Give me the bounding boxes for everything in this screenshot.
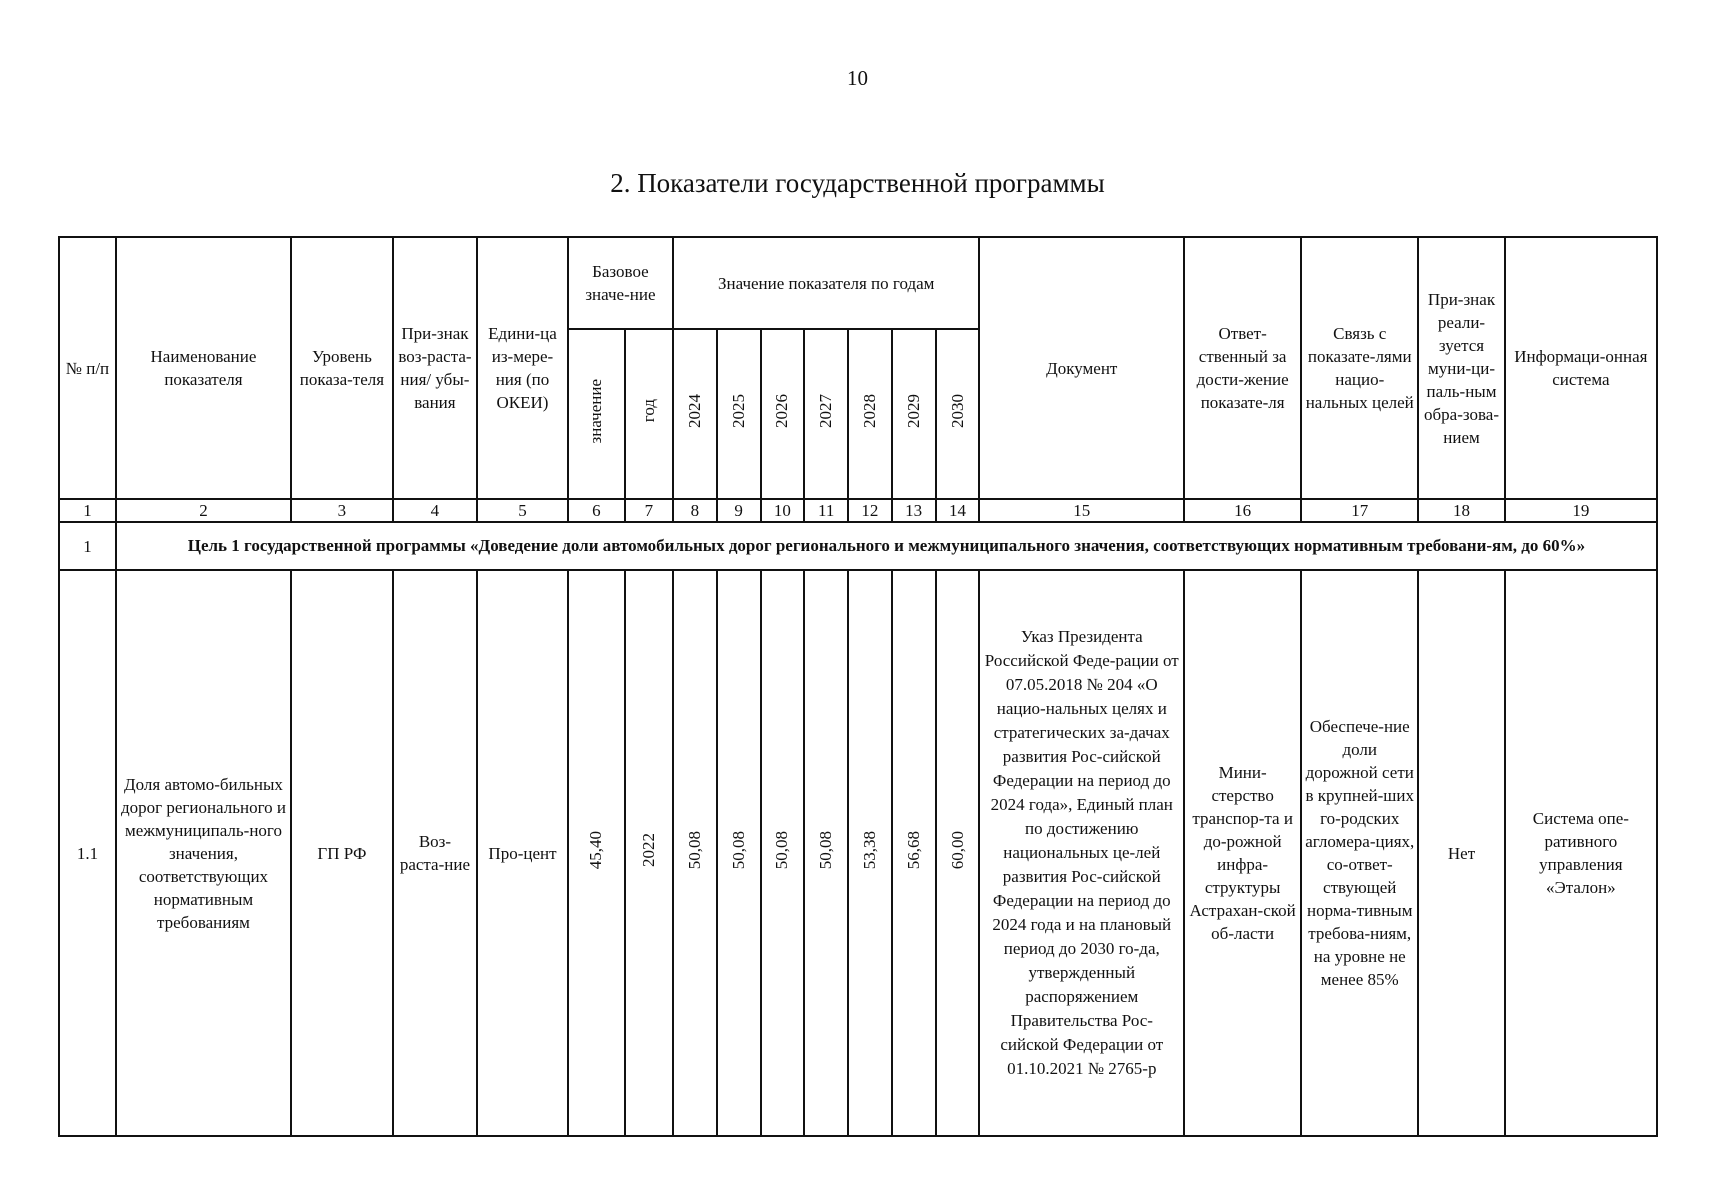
row-value: 50,08	[816, 830, 836, 870]
table-row	[59, 570, 1657, 1136]
header-year-cell	[936, 329, 980, 499]
row-link: Обеспече-ние доли дорожной сети в крупней-ших го-родских агломера-циях, со-ответ-ствующей норма-тивным требова-ниям, на уровне не менее 85%	[1301, 570, 1418, 1136]
column-numbers-row	[59, 499, 1657, 522]
header-year-cell	[673, 329, 717, 499]
header-link: Связь с показате-лями нацио-нальных целей	[1301, 237, 1418, 499]
page-title: 2. Показатели государственной программы	[610, 168, 1105, 198]
header-year-cell	[892, 329, 936, 499]
row-info-system: Система опе-ративного управления «Эталон»	[1505, 570, 1657, 1136]
header-base-value	[568, 329, 625, 499]
row-num: 1.1	[59, 570, 116, 1136]
header-year: 2028	[859, 394, 879, 428]
header-responsible: Ответ-ственный за дости-жение показате-ля	[1184, 237, 1301, 499]
row-value-cell	[804, 570, 848, 1136]
column-number: 18	[1418, 499, 1504, 522]
header-year-cell	[804, 329, 848, 499]
header-year: 2025	[728, 394, 748, 428]
row-value: 56,68	[903, 830, 923, 870]
header-document: Документ	[979, 237, 1184, 499]
header-sign: При-знак воз-раста-ния/ убы-вания	[393, 237, 477, 499]
row-sign: Воз-раста-ние	[393, 570, 477, 1136]
goal-num: 1	[59, 522, 116, 570]
column-number: 3	[291, 499, 393, 522]
row-name: Доля автомо-бильных дорог регионального и межмуниципаль-ного значения, соответствующих нормативным требованиям	[116, 570, 291, 1136]
row-value: 50,08	[684, 830, 704, 870]
header-year: 2024	[684, 394, 704, 428]
column-number: 17	[1301, 499, 1418, 522]
row-value-cell	[673, 570, 717, 1136]
goal-text: Цель 1 государственной программы «Доведение доли автомобильных дорог регионального и межмуниципального значения, соответствующих нормативным требовани-ям, до 60%»	[116, 522, 1657, 570]
row-base-value-cell	[568, 570, 625, 1136]
header-year-cell	[717, 329, 761, 499]
header-municipal: При-знак реали-зуется муни-ци-паль-ным обра-зова-нием	[1418, 237, 1504, 499]
header-row	[59, 237, 1657, 329]
column-number: 1	[59, 499, 116, 522]
row-value-cell	[848, 570, 892, 1136]
column-number: 8	[673, 499, 717, 522]
column-number: 15	[979, 499, 1184, 522]
page-number: 10	[847, 66, 868, 90]
column-number: 10	[761, 499, 805, 522]
column-number: 4	[393, 499, 477, 522]
column-number: 19	[1505, 499, 1657, 522]
row-value-cell	[717, 570, 761, 1136]
header-name: Наименование показателя	[116, 237, 291, 499]
indicators-table	[58, 236, 1658, 1137]
row-value: 60,00	[947, 830, 967, 870]
header-base-value-text: значение	[586, 378, 606, 444]
row-value-cell	[936, 570, 980, 1136]
row-base-year: 2022	[638, 833, 658, 867]
column-number: 2	[116, 499, 291, 522]
header-base-year-text: год	[638, 399, 658, 423]
row-document: Указ Президента Российской Феде-рации от 07.05.2018 № 204 «О нацио-нальных целях и стратегических за-дачах развития Рос-сийской Федерации на период до 2024 года», Единый план по достижению национальных це-лей развития Рос-сийской Федерации на период до 2024 года и на плановый период до 2030 го-да, утвержденный распоряжением Правительства Рос-сийской Федерации от 01.10.2021 № 2765-р	[979, 570, 1184, 1136]
row-responsible: Мини-стерство транспор-та и до-рожной инфра-структуры Астрахан-ской об-ласти	[1184, 570, 1301, 1136]
header-year: 2026	[772, 394, 792, 428]
goal-row	[59, 522, 1657, 570]
header-years-group: Значение показателя по годам	[673, 237, 979, 329]
row-value: 50,08	[728, 830, 748, 870]
header-base-year	[625, 329, 673, 499]
header-year-cell	[761, 329, 805, 499]
column-number: 5	[477, 499, 568, 522]
column-number: 11	[804, 499, 848, 522]
row-value: 50,08	[772, 830, 792, 870]
row-level: ГП РФ	[291, 570, 393, 1136]
row-base-year-cell	[625, 570, 673, 1136]
header-year: 2027	[816, 394, 836, 428]
header-unit: Едини-ца из-мере-ния (по ОКЕИ)	[477, 237, 568, 499]
header-year: 2030	[947, 394, 967, 428]
header-year-cell	[848, 329, 892, 499]
column-number: 7	[625, 499, 673, 522]
column-number: 16	[1184, 499, 1301, 522]
row-value: 53,38	[859, 830, 879, 870]
row-value-cell	[892, 570, 936, 1136]
row-base-value: 45,40	[586, 830, 606, 870]
header-num: № п/п	[59, 237, 116, 499]
row-unit: Про-цент	[477, 570, 568, 1136]
header-level: Уровень показа-теля	[291, 237, 393, 499]
header-info-system: Информаци-онная система	[1505, 237, 1657, 499]
column-number: 9	[717, 499, 761, 522]
column-number: 14	[936, 499, 980, 522]
column-number: 6	[568, 499, 625, 522]
column-number: 12	[848, 499, 892, 522]
row-value-cell	[761, 570, 805, 1136]
column-number: 13	[892, 499, 936, 522]
header-base: Базовое значе-ние	[568, 237, 673, 329]
header-year: 2029	[903, 394, 923, 428]
row-municipal: Нет	[1418, 570, 1504, 1136]
